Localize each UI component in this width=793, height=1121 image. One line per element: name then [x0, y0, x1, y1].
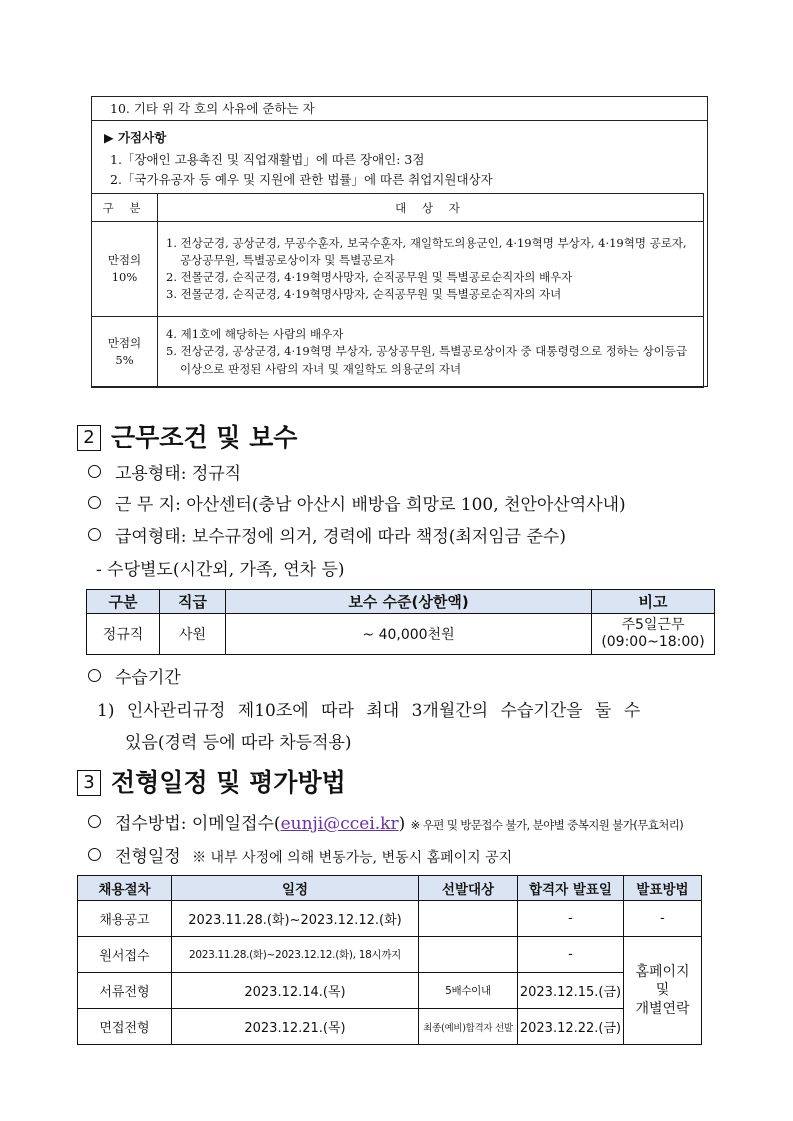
sched-result-date: 2023.12.22.(금)	[518, 1009, 624, 1045]
sched-date: 2023.11.28.(화)~2023.12.12.(화), 18시까지	[172, 937, 419, 973]
header-category: 구 분	[92, 194, 158, 222]
employment-type-text: 고용형태: 정규직	[115, 464, 242, 484]
pay-rank: 사원	[160, 614, 226, 655]
section-3-title: 전형일정 및 평가방법	[111, 768, 346, 797]
method-line-3: 개별연락	[635, 1000, 690, 1017]
category-10pct-line1: 만점의	[107, 253, 142, 268]
bullet-workplace	[88, 490, 626, 515]
category-5pct-line2: 5%	[115, 353, 134, 367]
bonus-table	[91, 193, 704, 388]
eligibility-box	[91, 96, 708, 387]
sched-date: 2023.12.14.(목)	[172, 973, 419, 1009]
header-target: 대 상 자	[158, 194, 704, 222]
sched-step: 원서접수	[78, 937, 172, 973]
method-line-2: 및	[655, 982, 670, 999]
method-line-1: 홈페이지	[635, 964, 690, 981]
apply-note: ※ 우편 및 방문접수 불가, 분야별 중복지원 불가(무효처리)	[410, 818, 684, 832]
apply-close: )	[398, 814, 406, 834]
bonus-item-5: 5. 전상군경, 공상군경, 4·19혁명 부상자, 공상공무원, 특별공로상이자 중 대통령령으로 정하는 상이등급 이상으로 판정된 사람의 자녀 및 재일학도 의용군의 자녀	[166, 344, 688, 376]
pay-header-type: 구분	[87, 590, 160, 614]
section-2-number: 2	[77, 425, 101, 451]
bullet-salary-type	[88, 522, 566, 547]
schedule-table	[77, 875, 702, 1045]
schedule-row	[78, 901, 702, 937]
pay-header-level: 보수 수준(상한액)	[226, 590, 592, 614]
bullet-apply-method	[88, 809, 683, 834]
pay-amount: ~ 40,000천원	[226, 614, 592, 655]
sched-target: 5배수이내	[419, 973, 518, 1009]
sched-method-merged	[624, 937, 702, 1045]
category-10pct	[92, 222, 158, 317]
apply-label: 접수방법: 이메일접수(	[115, 814, 281, 834]
schedule-row	[78, 973, 702, 1009]
bonus-title: ▶ 가점사항	[104, 130, 167, 145]
bonus-item-3: 3. 전몰군경, 순직군경, 4·19혁명사망자, 순직공무원 및 특별공로순직자의 자녀	[166, 287, 562, 302]
pay-type: 정규직	[87, 614, 160, 655]
circle-bullet-icon	[88, 815, 101, 828]
category-5pct	[92, 317, 158, 388]
pay-note	[592, 614, 715, 655]
sched-header-method: 발표방법	[624, 876, 702, 901]
pay-header-note: 비고	[592, 590, 715, 614]
circle-bullet-icon	[88, 848, 101, 861]
section-3-number: 3	[77, 770, 101, 796]
pay-table	[86, 589, 715, 655]
circle-bullet-icon	[88, 496, 101, 509]
section-2-heading	[77, 418, 297, 454]
sched-header-step: 채용절차	[78, 876, 172, 901]
bonus-table-header	[92, 194, 704, 222]
sched-header-target: 선발대상	[419, 876, 518, 901]
workplace-text: 근 무 지: 아산센터(충남 아산시 배방읍 희망로 100, 천안아산역사내)	[115, 495, 626, 515]
probation-line-2: 있음(경력 등에 따라 차등적용)	[125, 733, 352, 753]
category-10pct-line2: 10%	[111, 270, 138, 284]
circle-bullet-icon	[88, 669, 101, 682]
category-5pct-line1: 만점의	[107, 336, 142, 351]
email-link[interactable]: eunji@ccei.kr	[280, 814, 399, 834]
sched-method: -	[624, 901, 702, 937]
item-10-row: 10. 기타 위 각 호의 사유에 준하는 자	[92, 97, 707, 121]
sched-target	[419, 937, 518, 973]
sched-date: 2023.11.28.(화)~2023.12.12.(화)	[172, 901, 419, 937]
bonus-row-5pct	[92, 317, 704, 388]
schedule-note: ※ 내부 사정에 의해 변동가능, 변동시 홈페이지 공지	[192, 850, 513, 866]
items-5pct	[158, 317, 704, 388]
schedule-row	[78, 937, 702, 973]
salary-type-text: 급여형태: 보수규정에 의거, 경력에 따라 책정(최저임금 준수)	[115, 527, 566, 547]
probation-line-1: 1) 인사관리규정 제10조에 따라 최대 3개월간의 수습기간을 둘 수	[97, 701, 641, 721]
circle-bullet-icon	[88, 528, 101, 541]
bonus-line-1: 1.「장애인 고용촉진 및 직업재활법」에 따른 장애인: 3점	[110, 152, 425, 167]
sched-date: 2023.12.21.(목)	[172, 1009, 419, 1045]
bullet-probation	[88, 663, 181, 688]
schedule-table-header	[78, 876, 702, 901]
bonus-item-2: 2. 전몰군경, 순직군경, 4·19혁명사망자, 순직공무원 및 특별공로순직자의 배우자	[166, 270, 573, 284]
sched-result-date: -	[518, 937, 624, 973]
pay-header-rank: 직급	[160, 590, 226, 614]
sched-header-result-date: 합격자 발표일	[518, 876, 624, 901]
bonus-row-10pct	[92, 222, 704, 317]
sched-result-date: -	[518, 901, 624, 937]
bullet-employment-type	[88, 459, 241, 484]
sched-step: 면접전형	[78, 1009, 172, 1045]
sched-step: 채용공고	[78, 901, 172, 937]
pay-note-line1: 주5일근무	[621, 616, 685, 633]
bonus-line-2: 2.「국가유공자 등 예우 및 지원에 관한 법률」에 따른 취업지원대상자	[110, 172, 493, 187]
schedule-label: 전형일정	[115, 847, 181, 867]
allowance-note: - 수당별도(시간외, 가족, 연차 등)	[96, 560, 345, 580]
bonus-item-4: 4. 제1호에 해당하는 사람의 배우자	[166, 327, 344, 342]
section-2-title: 근무조건 및 보수	[111, 423, 298, 452]
circle-bullet-icon	[88, 465, 101, 478]
sched-header-date: 일정	[172, 876, 419, 901]
pay-note-line2: (09:00~18:00)	[601, 634, 705, 650]
sched-target: 최종(예비)합격자 선발	[419, 1009, 518, 1045]
sched-result-date: 2023.12.15.(금)	[518, 973, 624, 1009]
schedule-row	[78, 1009, 702, 1045]
sched-target	[419, 901, 518, 937]
pay-table-row	[87, 614, 715, 655]
bullet-schedule	[88, 842, 512, 867]
items-10pct	[158, 222, 704, 317]
sched-step: 서류전형	[78, 973, 172, 1009]
bonus-item-1: 1. 전상군경, 공상군경, 무공수훈자, 보국수훈자, 재일학도의용군인, 4·19혁명 부상자, 4·19혁명 공로자, 공상공무원, 특별공로상이자 및 특별공로자	[166, 235, 687, 267]
probation-label: 수습기간	[115, 668, 181, 688]
section-3-heading	[77, 763, 346, 799]
pay-table-header	[87, 590, 715, 614]
